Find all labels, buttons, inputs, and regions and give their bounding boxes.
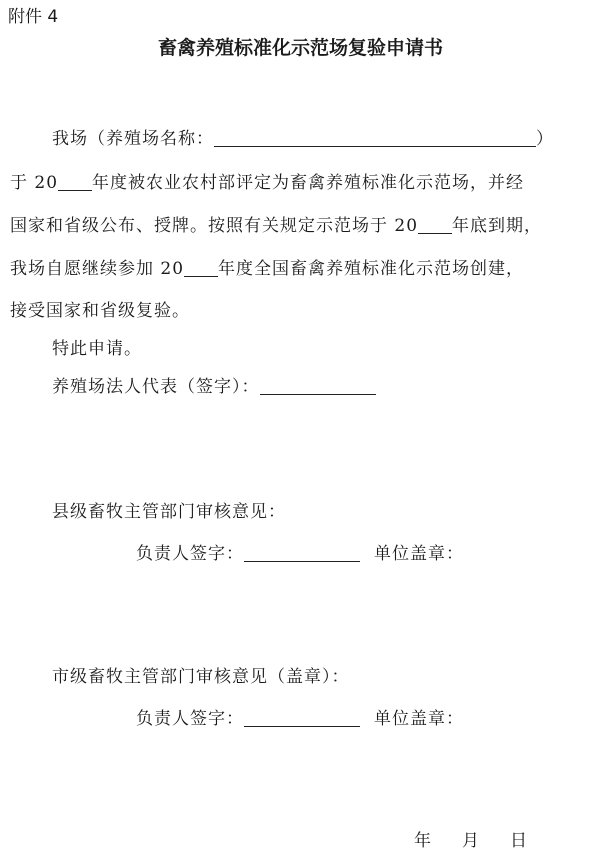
legal-rep-label: 养殖场法人代表（签字）： — [52, 377, 260, 397]
line2-suffix: 年度被农业农村部评定为畜禽养殖标准化示范场，并经 — [92, 173, 525, 193]
rated-year-blank[interactable] — [58, 173, 92, 191]
county-seal-label: 单位盖章： — [374, 544, 464, 564]
intro-close: ） — [536, 129, 554, 149]
creation-year-blank[interactable] — [184, 259, 218, 277]
line3-prefix: 国家和省级公布、授牌。按照有关规定示范场于 20 — [10, 216, 419, 236]
line3-suffix: 年底到期， — [452, 216, 543, 236]
county-signer-label: 负责人签字： — [136, 544, 244, 564]
city-signer-row — [136, 704, 464, 729]
county-review-label: 县级畜牧主管部门审核意见： — [52, 502, 286, 522]
application-statement: 特此申请。 — [52, 339, 142, 359]
date-year: 年 — [414, 831, 432, 851]
legal-rep-row — [52, 372, 376, 397]
paragraph-line-1 — [52, 124, 554, 149]
paragraph-line-4 — [10, 254, 524, 279]
expiry-year-blank[interactable] — [418, 216, 452, 234]
county-signer-blank[interactable] — [244, 544, 360, 562]
line4-prefix: 我场自愿继续参加 20 — [10, 259, 185, 279]
paragraph-line-3 — [10, 211, 542, 236]
intro-text: 我场（养殖场名称： — [52, 129, 214, 149]
city-signer-blank[interactable] — [244, 709, 360, 727]
line4-suffix: 年度全国畜禽养殖标准化示范场创建， — [218, 259, 525, 279]
line2-prefix: 于 20 — [10, 173, 59, 193]
legal-rep-signature-blank[interactable] — [260, 377, 376, 395]
date-day: 日 — [510, 831, 528, 851]
date-month: 月 — [462, 831, 480, 851]
paragraph-line-5: 接受国家和省级复验。 — [10, 301, 190, 321]
city-signer-label: 负责人签字： — [136, 709, 244, 729]
date-row — [414, 826, 528, 851]
paragraph-line-2 — [10, 168, 524, 193]
city-review-label: 市级畜牧主管部门审核意见（盖章）： — [52, 667, 350, 687]
county-signer-row — [136, 539, 464, 564]
farm-name-blank[interactable] — [214, 129, 536, 147]
document-title: 畜禽养殖标准化示范场复验申请书 — [157, 37, 443, 59]
annex-label: 附件 4 — [8, 7, 59, 27]
city-seal-label: 单位盖章： — [374, 709, 464, 729]
